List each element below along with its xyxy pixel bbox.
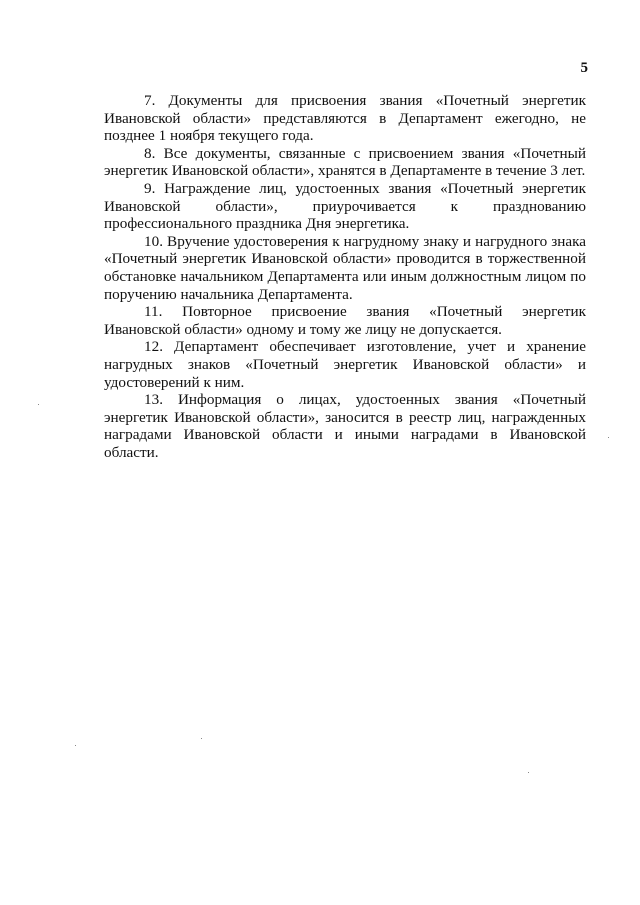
scan-speck [528, 772, 529, 773]
scan-speck [608, 437, 609, 438]
paragraph-13: 13. Информация о лицах, удостоенных звания «Почетный энергетик Ивановской области», заносится в реестр лиц, награжденных наградами Ивановской области и иными наградами в Ивановской области. [104, 391, 586, 461]
document-body [104, 92, 586, 461]
paragraph-10: 10. Вручение удостоверения к нагрудному знаку и нагрудного знака «Почетный энергетик Ивановской области» проводится в торжественной обстановке начальником Департамента или иным должностным лицом по поручению начальника Департамента. [104, 232, 586, 303]
paragraph-12: 12. Департамент обеспечивает изготовление, учет и хранение нагрудных знаков «Почетный энергетик Ивановской области» и удостоверений к ним. [104, 338, 586, 391]
page-number: 5 [580, 60, 588, 76]
scan-speck [201, 738, 202, 739]
scan-speck [38, 404, 39, 405]
paragraph-8: 8. Все документы, связанные с присвоением звания «Почетный энергетик Ивановской области», хранятся в Департаменте в течение 3 лет. [104, 144, 586, 180]
paragraph-7: 7. Документы для присвоения звания «Почетный энергетик Ивановской области» представляются в Департамент ежегодно, не позднее 1 ноября текущего года. [104, 92, 586, 145]
paragraph-9: 9. Награждение лиц, удостоенных звания «Почетный энергетик Ивановской области», приурочивается к празднованию профессионального праздника Дня энергетика. [104, 179, 586, 233]
scan-speck [75, 745, 76, 746]
paragraph-11: 11. Повторное присвоение звания «Почетный энергетик Ивановской области» одному и тому же лицу не допускается. [104, 303, 586, 338]
